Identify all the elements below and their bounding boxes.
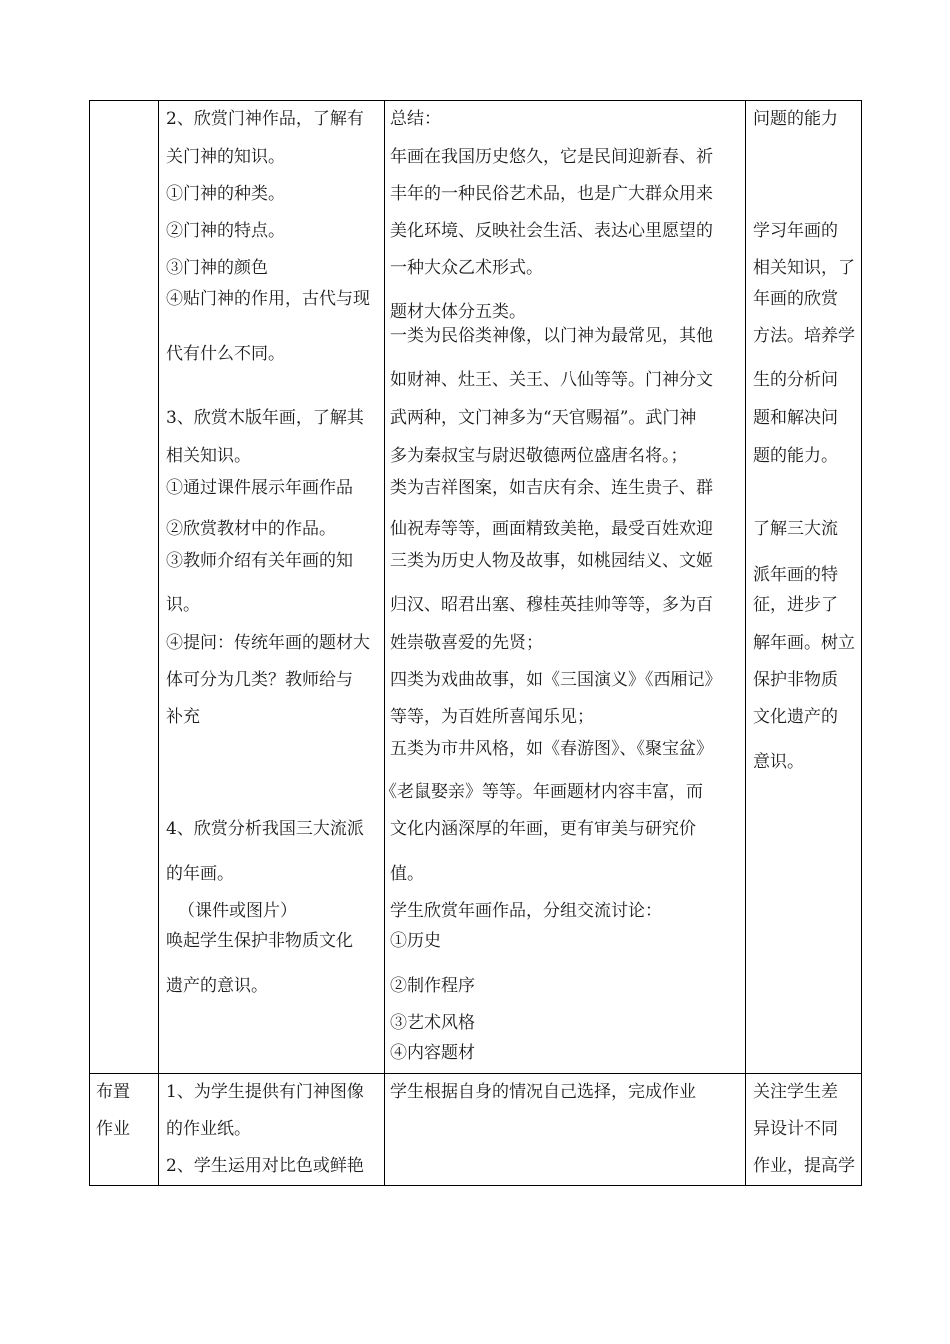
text-line: 文化内涵深厚的年画，更有审美与研究价	[390, 819, 696, 839]
text-line: 代有什么不同。	[166, 344, 285, 364]
text-line: 补充	[166, 707, 200, 727]
text-line: ③教师介绍有关年画的知	[166, 551, 353, 570]
text-line: ①历史	[390, 931, 441, 951]
text-line: 值。	[390, 864, 424, 884]
table-border-top	[89, 100, 862, 101]
text-line: （课件或图片）	[178, 901, 297, 921]
text-line: 三类为历史人物及故事，如桃园结义、文姬	[390, 551, 713, 570]
text-line: 学习年画的	[753, 221, 838, 241]
column-divider-1	[158, 100, 159, 1186]
text-line: 问题的能力	[753, 109, 838, 128]
text-line: 4、欣赏分析我国三大流派	[166, 819, 364, 838]
text-line: 丰年的一种民俗艺术品，也是广大群众用来	[390, 184, 713, 203]
text-line: ③门神的颜色	[166, 258, 268, 278]
text-line: 总结：	[390, 109, 441, 129]
text-line: 多为秦叔宝与尉迟敬德两位盛唐名将。；	[390, 446, 688, 466]
text-line: ②门神的特点。	[166, 221, 285, 241]
text-line: 派年画的特	[753, 565, 838, 585]
text-line: 一种大众乙术形式。	[390, 258, 543, 278]
text-line: 姓崇敬喜爱的先贤；	[390, 633, 543, 653]
text-line: 1、为学生提供有门神图像	[166, 1082, 364, 1101]
text-line: 年画的欣赏	[753, 289, 838, 309]
text-line: 意识。	[753, 752, 804, 772]
text-line: 相关知识，了	[753, 258, 855, 277]
text-line: 遗产的意识。	[166, 976, 268, 996]
text-line: 归汉、昭君出塞、穆桂英挂帅等等，多为百	[390, 595, 713, 614]
text-line: 作业，提高学	[753, 1156, 855, 1175]
text-line: 题的能力。	[753, 446, 838, 466]
text-line: 了解三大流	[753, 519, 838, 539]
text-line: 方法。培养学	[753, 326, 855, 345]
text-line: 关门神的知识。	[166, 147, 285, 167]
text-line: 武两种，文门神多为“天官赐福”。武门神	[390, 408, 697, 427]
text-line: 题和解决问	[753, 408, 838, 428]
text-line: 的年画。	[166, 864, 234, 884]
text-line: 2、欣赏门神作品，了解有	[166, 109, 364, 128]
text-line: 2、学生运用对比色或鲜艳	[166, 1156, 364, 1175]
text-line: 关注学生差	[753, 1082, 838, 1102]
text-line: ②制作程序	[390, 976, 475, 996]
text-line: 体可分为几类？教师给与	[166, 670, 353, 690]
text-line: 仙祝寿等等，画面精致美艳，最受百姓欢迎	[390, 519, 713, 539]
text-line: 题材大体分五类。	[390, 302, 526, 322]
table-border-bottom	[89, 1185, 862, 1186]
text-line: 布置	[96, 1082, 130, 1102]
text-line: 如财神、灶王、关王、八仙等等。门神分文	[390, 370, 713, 389]
table-border-left	[89, 100, 90, 1186]
text-line: ④贴门神的作用，古代与现	[166, 289, 370, 308]
text-line: 学生根据自身的情况自己选择，完成作业	[390, 1082, 696, 1101]
text-line: 解年画。树立	[753, 633, 855, 652]
text-line: 年画在我国历史悠久，它是民间迎新春、祈	[390, 147, 713, 166]
text-line: ④内容题材	[390, 1043, 475, 1063]
text-line: ①门神的种类。	[166, 184, 285, 204]
text-line: ④提问：传统年画的题材大	[166, 633, 370, 652]
text-line: 异设计不同	[753, 1119, 838, 1139]
text-line: 五类为市井风格，如《春游图》、《聚宝盆》	[390, 739, 713, 758]
text-line: 3、欣赏木版年画，了解其	[166, 408, 364, 427]
text-line: 四类为戏曲故事，如《三国演义》《西厢记》	[390, 670, 722, 689]
row-divider	[89, 1073, 862, 1074]
table-border-right	[861, 100, 862, 1186]
text-line: 作业	[96, 1119, 130, 1139]
text-line: 等等，为百姓所喜闻乐见；	[390, 707, 594, 727]
text-line: 美化环境、反映社会生活、表达心里愿望的	[390, 221, 713, 240]
text-line: 文化遗产的	[753, 707, 838, 727]
text-line: ②欣赏教材中的作品。	[166, 519, 336, 539]
text-line: 类为吉祥图案，如吉庆有余、连生贵子、群	[390, 478, 713, 497]
text-line: 征，进步了	[753, 595, 838, 615]
text-line: 学生欣赏年画作品，分组交流讨论：	[390, 901, 662, 921]
text-line: 唤起学生保护非物质文化	[166, 931, 353, 951]
column-divider-2	[384, 100, 385, 1186]
text-line: ③艺术风格	[390, 1013, 475, 1033]
text-line: 识。	[166, 595, 200, 615]
text-line: 一类为民俗类神像，以门神为最常见，其他	[390, 326, 713, 345]
text-line: 生的分析问	[753, 370, 838, 390]
column-divider-3	[745, 100, 746, 1186]
text-line: 相关知识。	[166, 446, 251, 466]
text-line: 保护非物质	[753, 670, 838, 690]
text-line: 《老鼠娶亲》等等。年画题材内容丰富，而	[380, 782, 703, 801]
text-line: ①通过课件展示年画作品	[166, 478, 353, 498]
text-line: 的作业纸。	[166, 1119, 251, 1139]
